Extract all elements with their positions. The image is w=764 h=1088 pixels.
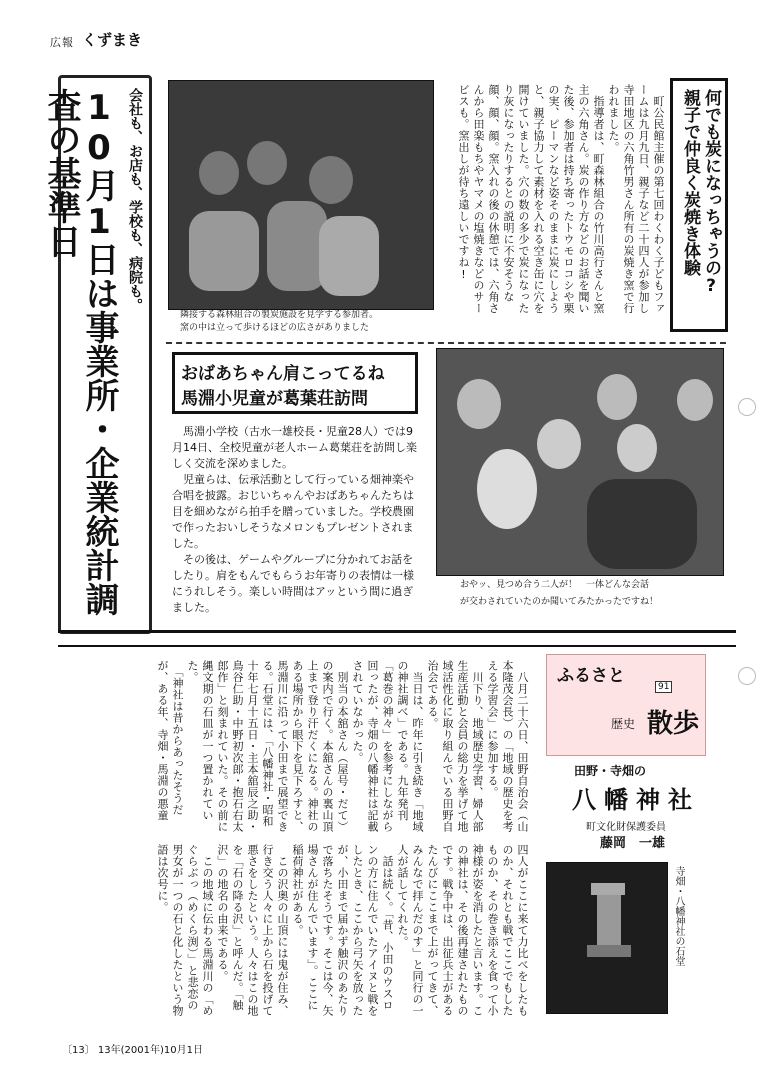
shrine-photo-caption: 寺畑・八幡神社の石堂 [673, 866, 684, 966]
author-name: 藤岡 一雄 [600, 836, 666, 851]
page-number: 〔13〕 [62, 1045, 95, 1056]
banner-headline: 10月1日は事業所・企業統計調査の基準日 [41, 88, 119, 616]
binder-hole [738, 667, 756, 685]
publication-title: くずまき [82, 31, 143, 49]
charcoal-photo-caption-2: 窯の中は立って歩けるほどの広さがありました [180, 323, 370, 333]
charcoal-photo-caption-1: 隣接する森林組合の製炭施設を見学する参加者。 [180, 310, 379, 320]
shrine-name: 八幡神社 [572, 785, 700, 814]
elderly-visit-photo [436, 348, 724, 576]
series-number: 91 [655, 681, 672, 693]
shrine-roof [591, 883, 625, 895]
shrine-photo [546, 862, 668, 1014]
section-rule [58, 645, 736, 647]
charcoal-article-body: 町公民館主催の第七回わくわく子どもファームは九月九日、親子など二十四人が参加し寺田地区の六角竹男さん所有の炭焼き窯で行われました。 指導者は、町森林組合の竹川高行さんと窯主の六角さん。炭の作り方などのお話を聞いた後、参加者は持ち寄ったトウモロコシや栗の実、ピーマンなど姿そのままに炭にしようと、親子協力して素材を入れる空き缶に穴を開けていました。穴の数の多少で炭になったり灰になったりするとの説明に不安そうな顔、顔、顔。窯入れの後の休憩では、六角さんから田楽もちやヤマメの塩焼きなどのサービスも。窯出しが待ち遠しいですね! [457, 84, 665, 314]
shrine-area: 田野・寺畑の [574, 764, 647, 778]
elderly-title-line1: おばあちゃん肩こってるね [181, 364, 385, 384]
elderly-title-line2: 馬淵小児童が葛葉荘訪問 [181, 389, 368, 409]
shrine-article-column-1: 八月二十六日、田野自治会（山本隆茂会長）の「地域の歴史を考える学習会」に参加する。 川下り、地域歴史学習、婦人部生産活動と会員の総力を挙げて地域活性化に取り組んでいる田野自治会である。 当日は、昨年に引き続き「地域の神社調べ」である。九年発刊「葛巻の神々」を参考にしながら回ったが、寺畑の八幡神社は記載されていなかった。 別当の本舘さん（屋号・だて）の案内で行く。本舘さんの裏山頂上まで登り汗だくになる。神社のある場所から眼下を見下ろすと、馬淵川に沿って小田まで展望できる。石堂には、「八幡神社・昭和十年七月十五日・主本舘辰之助・鳥谷仁助・中野初次郎・抱石右太郎作」と刻まれていた。その前に縄文期の石皿が一つ置かれていた。 「神社は昔からあったそうだが、ある年、寺畑・馬淵の悪童 [156, 660, 529, 833]
author-role: 町文化財保護委員 [586, 822, 666, 833]
charcoal-title-line1: 何でも炭になっちゃうの? [701, 89, 721, 296]
page-footer [62, 1041, 203, 1056]
charcoal-article-title [670, 78, 728, 332]
elderly-visit-title [172, 352, 418, 414]
history-walk-series-box [546, 654, 706, 756]
issue-date: 13年(2001年)10月1日 [97, 1045, 203, 1056]
charcoal-kiln-photo [168, 80, 434, 310]
series-main: 散歩 [647, 709, 700, 739]
elderly-photo-caption-2: が交わされていたのか聞いてみたかったですね！ [460, 597, 659, 607]
shrine-base [587, 945, 631, 957]
charcoal-title-line2: 親子で仲良く炭焼き体験 [680, 89, 700, 276]
publication-label: 広報 [50, 36, 74, 49]
elderly-article-body: 馬淵小学校（古水一雄校長・児童28人）では9月14日、全校児童が老人ホーム葛葉荘を訪問し楽しく交流を深めました。 児童らは、伝承活動として行っている畑神楽や合唱を披露。おじいちゃんやおばあちゃんたちは目を細めながら拍手を贈っていました。学校農園で作ったおいしそうなメロンもプレゼントされました。 その後は、ゲームやグループに分かれてお話をしたり。肩をもんでもらうお年寄りの表情は一様にうれしそう。楽しい時間はアッという間に過ぎました。 [172, 425, 417, 614]
shrine-article-column-2: 四人がここに来て力比べをしたものか、それとも戦でここでもしたものか、その巻き添えを食って小神様が姿を消したと言います。この神社は、その後再建されたものです。戦争中は、出征兵士があるたんびにここまで上がってきて、みんなで拝んだのす」と同行の一人が話してくれた。 話は続く。「昔、小田のウスロンの方に住んでいたアイヌと戦をしたとき、ここから弓矢を放ったが、小田まで届かず触沢のあたりで落ちたそうです。そこは今、矢場さんが住んでいます」。ここに稲荷神社がある。 この沢奥の山頂には鬼が住み、行き交う人々に上から石を投げて悪さをしたという。人々はこの地を「石の降る沢」と呼んだ。「触沢」の地名の由来である。 この地域に伝わる馬淵川の「めぐらぶっ（めくら渕）」と悲恋の男女が一つの石と化したという物語は次号に。 [156, 844, 529, 1017]
binder-hole [738, 398, 756, 416]
section-divider [166, 342, 726, 344]
elderly-photo-caption-1: おやッ、見つめ合う二人が！ 一体どんな会話 [460, 580, 650, 590]
section-rule [58, 630, 736, 633]
series-sub: 歴史 [611, 717, 636, 731]
census-banner [41, 75, 152, 634]
series-title: ふるさと [557, 666, 625, 686]
shrine-body [597, 895, 621, 945]
banner-subtitle: 会社も、お店も、学校も、病院も。 [127, 88, 143, 312]
